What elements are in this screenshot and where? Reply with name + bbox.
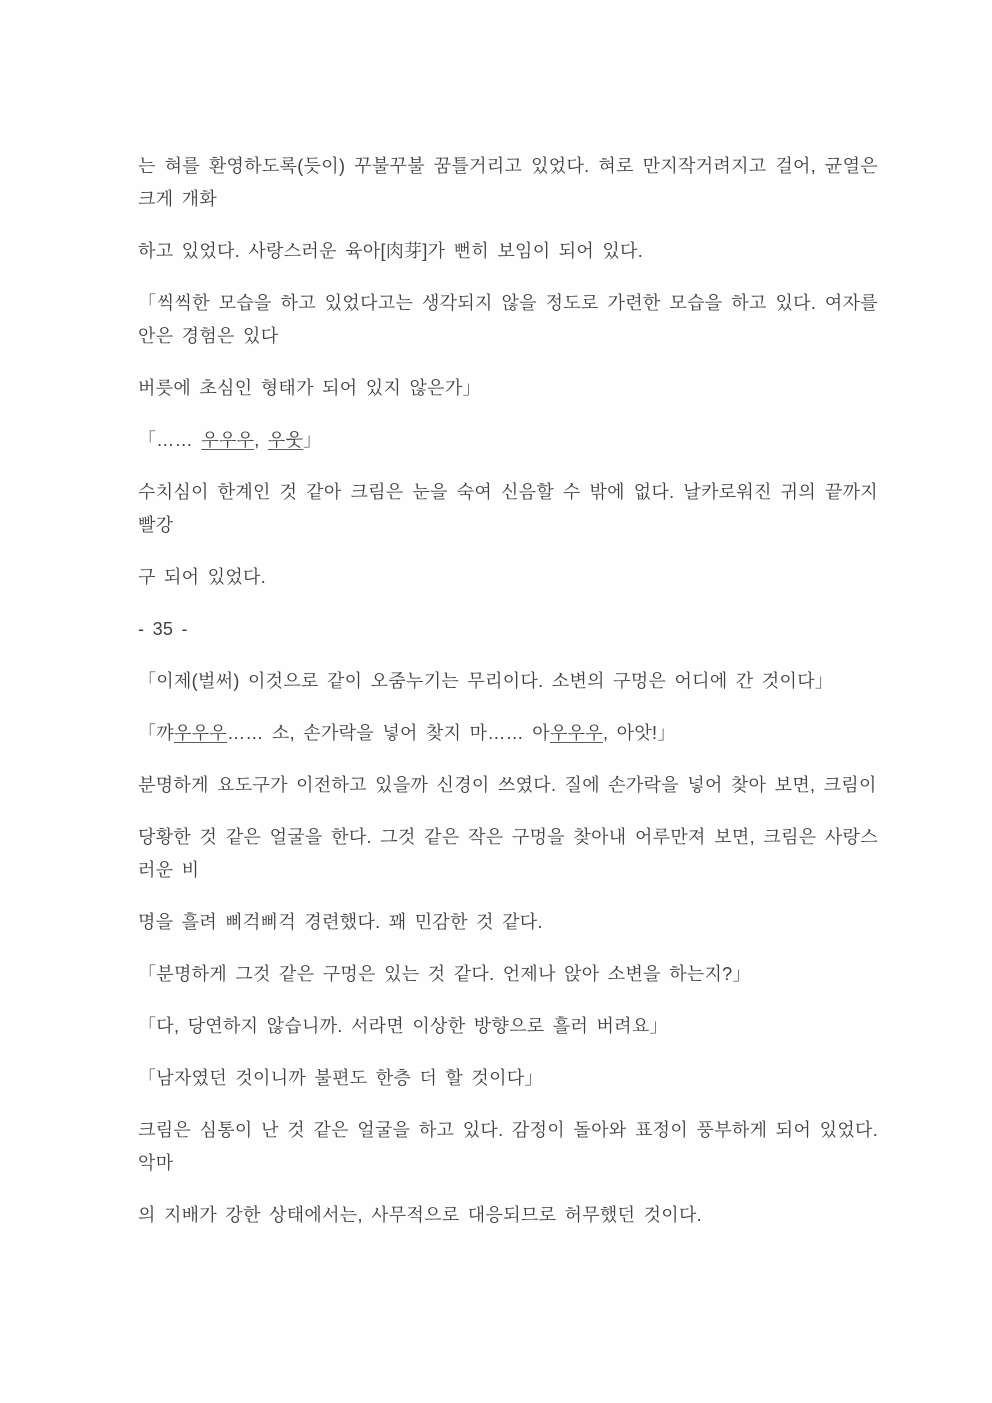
text-segment: 수치심이 한계인 것 같아 크림은 눈을 숙여 신음할 수 밖에 없다. 날카로워진 귀의 끝까지 빨강 [138,482,887,535]
text-segment: 「…… [138,430,202,450]
text-segment: 「남자였던 것이니까 불편도 한층 더 할 것이다」 [138,1068,543,1088]
dialogue-paragraph [138,665,878,698]
dialogue-paragraph [138,372,878,405]
text-segment: 하고 있었다. 사랑스러운 육아[肉芽]가 뻔히 보임이 되어 있다. [138,241,644,261]
text-segment: 구 되어 있었다. [138,567,267,587]
text-segment: …… 소, 손가락을 넣어 찾지 마…… 아 [227,723,550,743]
paragraph [138,150,887,216]
text-segment: 버릇에 초심인 형태가 되어 있지 않은가」 [138,378,481,398]
paragraph [138,476,887,542]
text-segment: , 아앗!」 [603,723,676,743]
paragraph [138,1114,887,1180]
dialogue-paragraph [138,717,878,750]
text-segment: 크림은 심통이 난 것 같은 얼굴을 하고 있다. 감정이 돌아와 표정이 풍부하게 되어 있었다. 악마 [138,1120,887,1173]
text-segment: 「다, 당연하지 않습니까. 서라면 이상한 방향으로 흘러 버려요」 [138,1016,668,1036]
text-segment: 「씩씩한 모습을 하고 있었다고는 생각되지 않을 정도로 가련한 모습을 하고 있다. 여자를 안은 경험은 있다 [138,293,887,346]
text-segment: , [254,430,268,450]
text-segment: 명을 흘려 삐걱삐걱 경련했다. 꽤 민감한 것 같다. [138,912,543,932]
paragraph [138,769,878,802]
text-segment: 는 혀를 환영하도록(듯이) 꾸불꾸불 꿈틀거리고 있었다. 혀로 만지작거려지고 걸어, 균열은 크게 개화 [138,156,887,209]
dialogue-paragraph [138,424,878,457]
underlined-text: 우우우 [549,723,604,743]
dialogue-paragraph [138,287,887,353]
text-segment: 당황한 것 같은 얼굴을 한다. 그것 같은 작은 구멍을 찾아내 어루만져 보면, 크림은 사랑스러운 비 [138,827,878,880]
paragraph [138,1199,878,1232]
text-segment: 「꺄 [138,723,174,743]
text-segment: 분명하게 요도구가 이전하고 있을까 신경이 쓰였다. 질에 손가락을 넣어 찾아 보면, 크림이 [138,775,877,795]
dialogue-paragraph [138,1062,878,1095]
text-segment: 「분명하게 그것 같은 구멍은 있는 것 같다. 언제나 앉아 소변을 하는지?」 [138,964,751,984]
paragraph [138,906,878,939]
dialogue-paragraph [138,1010,878,1043]
paragraph [138,561,878,594]
underlined-text: 우우우 [174,723,228,743]
text-segment: 」 [303,430,322,450]
text-segment: - 35 - [138,619,188,639]
text-segment: 의 지배가 강한 상태에서는, 사무적으로 대응되므로 허무했던 것이다. [138,1205,702,1225]
underlined-text: 우우우 [201,430,255,450]
dialogue-paragraph [138,958,878,991]
underlined-text: 우웃 [267,430,304,450]
text-segment: 「이제(벌써) 이것으로 같이 오줌누기는 무리이다. 소변의 구멍은 어디에 간 것이다」 [138,671,834,691]
paragraph [138,821,878,887]
paragraph [138,235,878,268]
page-number-marker [138,613,878,646]
